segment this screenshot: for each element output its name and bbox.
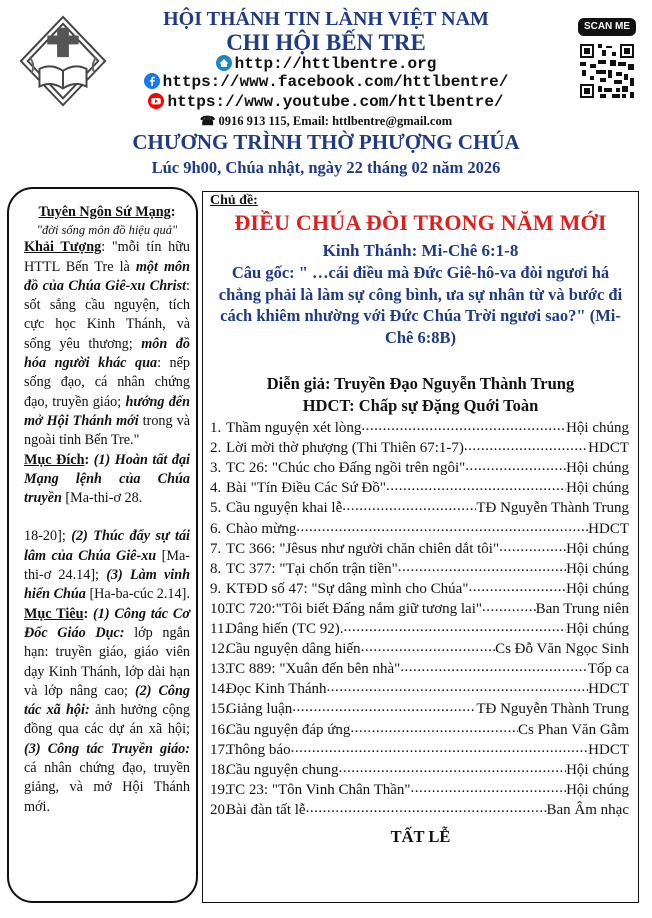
program-item-number: 10. bbox=[210, 600, 229, 617]
program-item-leader: HDCT bbox=[588, 440, 629, 457]
program-item-title: Thầm nguyện xét lòng bbox=[226, 420, 362, 437]
program-item bbox=[210, 417, 629, 437]
program-item-title: Lời mời thờ phượng (Thi Thiên 67:1-7) bbox=[226, 440, 464, 457]
program-title: CHƯƠNG TRÌNH THỜ PHƯỢNG CHÚA bbox=[132, 130, 520, 154]
program-item-number: 11. bbox=[210, 621, 229, 638]
program-item-title: TC 377: "Tại chốn trận tiền" bbox=[226, 560, 398, 577]
program-item-number: 2. bbox=[210, 440, 222, 457]
service-date: Lúc 9h00, Chúa nhật, ngày 22 tháng 02 năm 2026 bbox=[151, 158, 501, 177]
dot-leader bbox=[386, 479, 566, 497]
program-item-number: 5. bbox=[210, 500, 222, 517]
program-item bbox=[210, 538, 629, 558]
program-item-number: 19. bbox=[210, 781, 229, 798]
dot-leader bbox=[361, 419, 566, 437]
program-item-number: 18. bbox=[210, 761, 229, 778]
dot-leader bbox=[499, 540, 566, 558]
facebook-line bbox=[0, 73, 652, 91]
program-item bbox=[210, 698, 629, 718]
sermon-theme: ĐIỀU CHÚA ĐÒI TRONG NĂM MỚI bbox=[234, 210, 607, 235]
program-item-title: TC 366: "Jêsus như người chăn chiên dắt tôi" bbox=[226, 540, 500, 557]
program-item-title: Cầu nguyện dâng hiến bbox=[226, 641, 361, 658]
program-item bbox=[210, 437, 629, 457]
program-item-leader: Ban Trung niên bbox=[535, 600, 629, 617]
program-item-number: 7. bbox=[210, 540, 222, 557]
facebook-icon bbox=[144, 73, 160, 89]
scan-me-label: SCAN ME bbox=[578, 18, 636, 36]
purpose-paragraph-cont: 18-20]; (2) Thúc đẩy sự tái lâm của Chúa Giê-xu [Ma-thi-ơ 24.14]; (3) Làm vinh hiển Chúa [Ha-ba-cúc 2.14]. bbox=[24, 528, 190, 603]
program-item bbox=[210, 618, 629, 638]
program-item-title: TC 26: "Chúc cho Đấng ngồi trên ngôi" bbox=[226, 460, 466, 477]
program-item-title: Cầu nguyện khai lễ bbox=[226, 500, 343, 517]
program-item bbox=[210, 799, 629, 819]
dot-leader bbox=[338, 761, 566, 779]
program-item-leader: TĐ Nguyễn Thành Trung bbox=[476, 701, 629, 718]
program-item-title: Giảng luận bbox=[226, 701, 293, 718]
program-item-number: 4. bbox=[210, 480, 222, 497]
program-item-title: Thông báo bbox=[226, 741, 291, 758]
dot-leader bbox=[468, 580, 566, 598]
program-item-number: 9. bbox=[210, 580, 222, 597]
dot-leader bbox=[292, 700, 476, 718]
program-item-number: 12. bbox=[210, 641, 229, 658]
dot-leader bbox=[350, 721, 518, 739]
program-item-title: Đọc Kinh Thánh bbox=[226, 681, 327, 698]
program-item-leader: Hội chúng bbox=[566, 761, 629, 778]
program-item bbox=[210, 759, 629, 779]
dot-leader bbox=[482, 600, 536, 618]
program-item-leader: HDCT bbox=[588, 741, 629, 758]
program-item bbox=[210, 718, 629, 738]
church-name: HỘI THÁNH TIN LÀNH VIỆT NAM bbox=[163, 8, 489, 30]
order-of-service bbox=[210, 417, 629, 819]
youtube-icon bbox=[148, 93, 164, 109]
program-item-number: 1. bbox=[210, 420, 222, 437]
website-line bbox=[0, 55, 652, 73]
program-item-leader: Hội chúng bbox=[566, 560, 629, 577]
program-item-number: 16. bbox=[210, 721, 229, 738]
program-item-title: Bài "Tín Điều Các Sứ Đồ" bbox=[226, 480, 386, 497]
contact-line bbox=[0, 113, 652, 129]
program-item-title: Bài đàn tất lễ bbox=[226, 801, 306, 818]
program-item-number: 20. bbox=[210, 801, 229, 818]
dot-leader bbox=[465, 459, 566, 477]
program-item bbox=[210, 638, 629, 658]
program-item-title: TC 889: "Xuân đến bên nhà" bbox=[226, 661, 401, 678]
branch-name: CHI HỘI BẾN TRE bbox=[226, 30, 426, 55]
program-item-number: 14. bbox=[210, 681, 229, 698]
purpose-paragraph: Mục Đích: (1) Hoàn tất đại Mạng lệnh của Chúa truyền [Ma-thi-ơ 28. bbox=[24, 451, 190, 507]
program-item bbox=[210, 578, 629, 598]
program-item-leader: Cs Đỗ Văn Ngọc Sinh bbox=[495, 641, 629, 658]
program-item bbox=[210, 598, 629, 618]
dot-leader bbox=[464, 439, 588, 457]
goal-paragraph: Mục Tiêu: (1) Công tác Cơ Đốc Giáo Dục: lớp ngắn hạn: truyền giáo, giáo viên dạy Kinh Thánh, lớp dài hạn và lớp nâng cao; (2) Công tác xã hội: ảnh hưởng cộng đồng qua các dự án xã hội; (3) Công tác Truyền giáo: cá nhân chứng đạo, truyền giảng, và mở Hội Thánh mới. bbox=[24, 605, 190, 815]
dot-leader bbox=[296, 520, 588, 538]
program-item-title: TC 720:"Tôi biết Đấng nắm giữ tương lai" bbox=[226, 600, 482, 617]
speaker: Diễn giả: Truyền Đạo Nguyễn Thành Trung bbox=[266, 374, 575, 393]
mission-label: Tuyên Ngôn Sứ Mạng bbox=[38, 204, 171, 220]
program-item-number: 3. bbox=[210, 460, 222, 477]
program-item-title: KTĐD số 47: "Sự dâng mình cho Chúa" bbox=[226, 580, 469, 597]
program-item bbox=[210, 517, 629, 537]
vision-paragraph: Khải Tượng: "mỗi tín hữu HTTL Bến Tre là một môn đồ của Chúa Giê-xu Christ: sốt sắng cầu nguyện, tích cực học Kinh Thánh, và sống yêu thương; môn đồ hóa người khác qua: nếp sống đạo, cá nhân chứng đạo, truyền giáo; hướng đến mở Hội Thánh mới trong và ngoài tỉnh Bến Tre." bbox=[24, 239, 190, 449]
program-item bbox=[210, 497, 629, 517]
mission-quote: "đời sống môn đồ hiệu quả" bbox=[36, 223, 178, 238]
program-item-leader: Tốp ca bbox=[587, 661, 629, 678]
scripture-reference: Kinh Thánh: Mi-Chê 6:1-8 bbox=[322, 241, 519, 260]
facebook-link[interactable]: https://www.facebook.com/httlbentre/ bbox=[162, 73, 509, 91]
key-verse: Câu gốc: " …cái điều mà Đức Giê-hô-va đòi ngươi há chẳng phải là làm sự công bình, ưa sự nhân từ và bước đi cách khiêm nhường với Đức Chúa Trời ngươi sao?" (Mi-Chê 6:8B) bbox=[218, 263, 623, 347]
church-mission-sidebar bbox=[24, 203, 190, 817]
program-item-number: 6. bbox=[210, 520, 222, 537]
program-item bbox=[210, 779, 629, 799]
dot-leader bbox=[306, 801, 547, 819]
program-item-leader: Hội chúng bbox=[566, 781, 629, 798]
dot-leader bbox=[291, 741, 589, 759]
home-icon bbox=[216, 55, 232, 71]
program-item bbox=[210, 558, 629, 578]
program-item-title: TC 23: "Tôn Vinh Chân Thần" bbox=[226, 781, 411, 798]
program-item-title: Cầu nguyện đáp ứng bbox=[226, 721, 351, 738]
bulletin-header bbox=[0, 0, 652, 190]
dot-leader bbox=[411, 781, 567, 799]
youtube-link[interactable]: https://www.youtube.com/httlbentre/ bbox=[167, 93, 504, 111]
program-item-title: Chào mừng bbox=[226, 520, 297, 537]
dot-leader bbox=[361, 640, 496, 658]
program-item-leader: HDCT bbox=[588, 681, 629, 698]
program-item-leader: Ban Âm nhạc bbox=[546, 801, 629, 818]
program-item bbox=[210, 457, 629, 477]
program-item-leader: Cs Phan Văn Gẫm bbox=[518, 721, 629, 738]
youtube-line bbox=[0, 93, 652, 111]
program-item-leader: Hội chúng bbox=[566, 580, 629, 597]
website-link[interactable]: http://httlbentre.org bbox=[234, 55, 437, 73]
program-item-title: Dâng hiến (TC 92). bbox=[226, 621, 344, 638]
program-item-leader: Hội chúng bbox=[566, 460, 629, 477]
topic-label: Chủ đề: bbox=[210, 193, 258, 208]
dot-leader bbox=[342, 499, 476, 517]
program-item-leader: HDCT bbox=[588, 520, 629, 537]
program-item-leader: TĐ Nguyễn Thành Trung bbox=[476, 500, 629, 517]
program-item bbox=[210, 477, 629, 497]
program-item bbox=[210, 739, 629, 759]
service-leader: HDCT: Chấp sự Đặng Quới Toàn bbox=[302, 396, 539, 415]
program-item-number: 15. bbox=[210, 701, 229, 718]
program-item-number: 8. bbox=[210, 560, 222, 577]
program-item-number: 17. bbox=[210, 741, 229, 758]
contact-text: 0916 913 115, Email: httlbentre@gmail.com bbox=[218, 114, 453, 128]
program-item bbox=[210, 678, 629, 698]
dot-leader bbox=[343, 620, 566, 638]
mission-colon: : bbox=[170, 204, 176, 220]
dot-leader bbox=[327, 680, 589, 698]
program-item-leader: Hội chúng bbox=[566, 540, 629, 557]
program-item-leader: Hội chúng bbox=[566, 480, 629, 497]
program-item-number: 13. bbox=[210, 661, 229, 678]
closing-label: TẤT LỄ bbox=[390, 827, 451, 846]
dot-leader bbox=[400, 660, 587, 678]
dot-leader bbox=[398, 560, 566, 578]
mission-heading bbox=[24, 203, 190, 222]
program-item-leader: Hội chúng bbox=[566, 420, 629, 437]
phone-icon: ☎ bbox=[199, 114, 219, 128]
program-item bbox=[210, 658, 629, 678]
program-item-leader: Hội chúng bbox=[566, 621, 629, 638]
program-item-title: Cầu nguyện chung bbox=[226, 761, 339, 778]
